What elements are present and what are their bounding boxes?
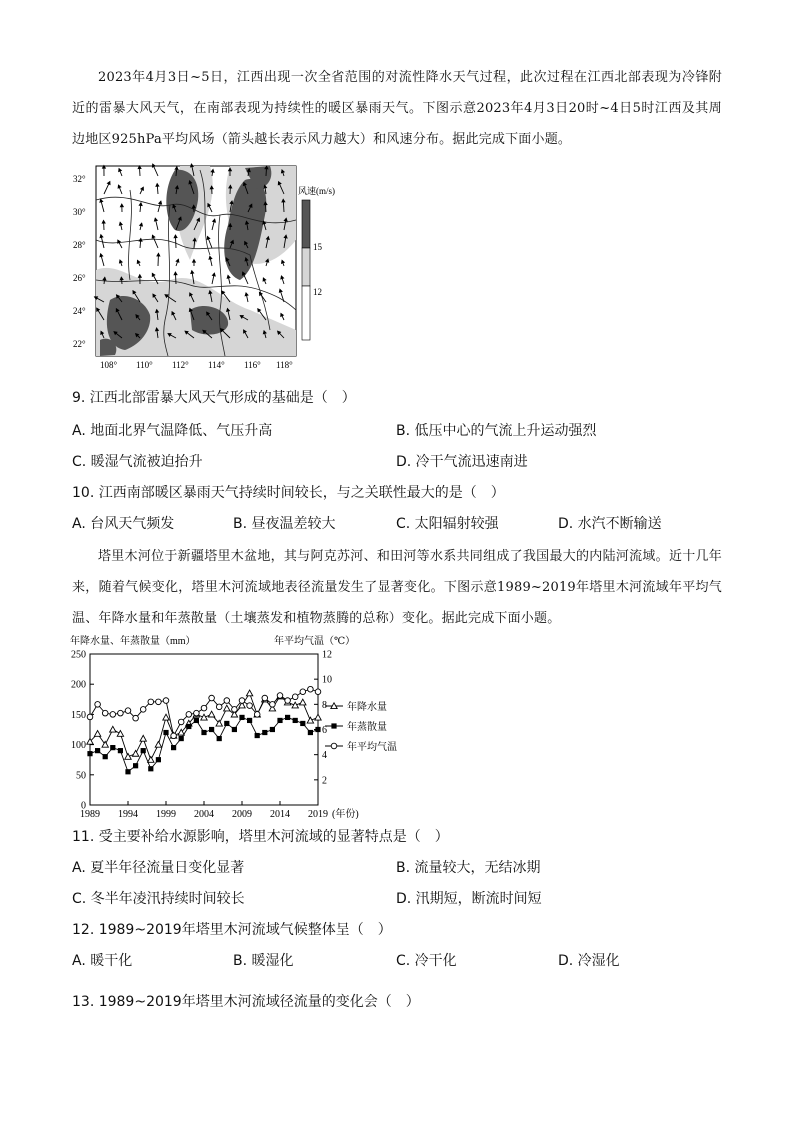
data-point [285,715,290,720]
data-point [178,719,184,725]
option-c[interactable]: C. 冷干化 [396,953,457,969]
option-c[interactable]: C. 太阳辐射较强 [396,516,499,532]
y-right-tick-label: 2 [322,775,327,787]
intro-paragraph-jiangxi: 2023年4月3日~5日，江西出现一次全省范围的对流性降水天气过程，此次过程在江西北部表现为冷锋附近的雷暴大风天气，在南部表现为持续性的暖区暴雨天气。下图示意2023年4月3日20时~4日5时江西及其周边地区925hPa平均风场（箭头越长表示风力越大）和风速分布。据此完成下面小题。 [72,70,722,147]
data-point [103,754,108,759]
y-right-tick-label: 6 [322,725,327,736]
data-point [315,689,321,695]
data-point [171,733,177,739]
data-point [156,757,161,762]
data-point [254,712,260,718]
data-point [194,718,199,723]
x-unit-label: (年份) [332,809,359,819]
data-point [148,766,153,771]
y-right-tick-label: 12 [322,649,332,661]
lat-label: 32° [73,174,86,184]
data-point [133,763,138,768]
lat-label: 22° [73,339,86,349]
data-point [155,741,161,747]
x-tick-label: 2014 [270,809,290,819]
data-point [239,715,244,720]
y-right-tick-label: 10 [322,674,332,686]
data-point [292,702,298,708]
data-point [148,699,154,705]
data-point [239,698,245,704]
data-point [125,753,131,759]
data-point [102,741,108,747]
data-point [300,689,306,695]
data-point [117,731,123,737]
question-13: 13. 1989~2019年塔里木河流域径流量的变化会（ ） [72,994,420,1010]
data-point [277,693,283,699]
data-point [87,751,92,756]
data-point [277,718,282,723]
data-point [110,712,116,718]
data-point [292,694,298,700]
option-d[interactable]: D. 冷干气流迅速南进 [396,454,528,470]
data-point [293,718,298,723]
legend-tick: 15 [313,242,322,252]
y-left-tick-label: 50 [76,770,86,782]
data-point [118,748,123,753]
x-tick-label: 1994 [118,809,138,819]
legend-title: 风速(m/s) [298,186,335,196]
data-point [308,730,313,735]
data-point [163,698,169,704]
data-point [110,726,116,732]
data-point [110,745,115,750]
option-d[interactable]: D. 汛期短，断流时间短 [396,891,542,907]
data-point [262,730,267,735]
option-b[interactable]: B. 低压中心的气流上升运动强烈 [396,423,597,439]
latitude-labels [73,174,86,349]
data-point [95,702,101,708]
data-point [209,727,214,732]
y-left-axis-label: 年降水量、年蒸散量（mm） [70,636,196,647]
longitude-labels [100,360,293,370]
option-a[interactable]: A. 台风天气频发 [72,516,175,532]
wind-field-map [70,160,360,370]
data-point [201,705,207,711]
plot-frame [90,654,318,805]
option-a[interactable]: A. 暖干化 [72,953,133,969]
legend-label: 年平均气温 [347,742,397,753]
data-point [247,703,253,709]
data-point [141,748,146,753]
option-c[interactable]: C. 冬半年凌汛持续时间较长 [72,891,245,907]
y-left-tick-label: 250 [71,649,86,661]
option-a[interactable]: A. 地面北界气温降低、气压升高 [72,423,273,439]
data-point [163,730,168,735]
data-point [224,705,230,711]
x-tick-label: 1999 [156,809,176,819]
data-point [118,710,124,716]
y-left-tick-label: 100 [71,740,86,752]
intro-paragraph-tarim: 塔里木河位于新疆塔里木盆地，其与阿克苏河、和田河等水系共同组成了我国最大的内陆河流域。近十几年来，随着气候变化，塔里木河流域地表径流量发生了显著变化。下图示意1989~2019年塔里木河流域年平均气温、年降水量和年蒸散量（土壤蒸发和植物蒸腾的总称）变化。据此完成下面小题。 [72,549,722,626]
data-point [255,733,260,738]
lon-label: 118° [276,360,293,370]
data-point [94,731,100,737]
chart-axes [71,650,359,820]
series-line [90,689,318,736]
lat-label: 28° [73,240,86,250]
data-point [209,695,215,701]
question-12: 12. 1989~2019年塔里木河流域气候整体呈（ ） [72,922,392,938]
lon-label: 116° [244,360,261,370]
data-point [140,735,146,741]
question-11: 11. 受主要补给水源影响，塔里木河流域的显著特点是（ ） [72,829,449,845]
question-10: 10. 江西南部暖区暴雨天气持续时间较长，与之关联性最大的是（ ） [72,485,505,501]
y-left-tick-label: 0 [81,800,86,812]
data-point [232,707,238,713]
x-tick-label: 2009 [232,809,252,819]
data-point [156,699,162,705]
data-point [179,736,184,741]
chart-legend [325,700,397,753]
data-point [262,695,268,701]
option-b[interactable]: B. 流量较大，无结冰期 [396,860,541,876]
data-point [163,714,169,720]
data-point [95,748,100,753]
data-point [307,717,313,723]
data-point [216,704,222,710]
data-point [270,727,275,732]
option-b[interactable]: B. 昼夜温差较大 [233,516,336,532]
y-right-tick-label: 4 [322,750,327,762]
data-point [224,721,229,726]
chart-series [87,686,321,774]
data-point [331,743,337,749]
data-point [315,714,321,720]
data-point [186,712,192,718]
data-point [246,690,252,696]
data-point [300,721,305,726]
x-tick-label: 2004 [194,809,214,819]
data-point [132,750,138,756]
data-point [285,698,291,704]
data-point [125,708,131,714]
y-right-tick-label: 8 [322,699,327,711]
data-point [232,727,237,732]
option-a[interactable]: A. 夏半年径流量日变化显著 [72,860,245,876]
wind-speed-legend [298,185,335,340]
data-point [140,707,146,713]
data-point [331,723,336,728]
data-point [247,718,252,723]
x-tick-label: 1989 [80,809,100,819]
data-point [201,730,206,735]
data-point [194,710,200,716]
lon-label: 110° [136,360,153,370]
wind-arrow-head [191,164,194,167]
data-point [308,686,314,692]
data-point [133,715,139,721]
lat-label: 30° [73,207,86,217]
lon-label: 108° [100,360,118,370]
data-point [201,714,207,720]
option-d[interactable]: D. 水汽不断输送 [558,516,662,532]
y-left-tick-label: 200 [71,679,86,691]
data-point [315,727,320,732]
data-point [270,702,276,708]
y-right-axis-label: 年平均气温（℃） [274,636,356,647]
data-point [300,699,306,705]
data-point [125,769,130,774]
data-point [208,711,214,717]
x-tick-label: 2019 [308,809,328,819]
series-line [90,693,318,759]
lon-label: 114° [208,360,225,370]
lat-label: 24° [73,306,86,316]
data-point [186,724,191,729]
tarim-climate-chart [60,633,420,819]
option-d[interactable]: D. 冷湿化 [558,953,620,969]
y-left-tick-label: 150 [71,709,86,721]
lon-label: 112° [172,360,189,370]
legend-label: 年降水量 [347,702,387,713]
data-point [217,736,222,741]
option-c[interactable]: C. 暖湿气流被迫抬升 [72,454,203,470]
data-point [102,710,108,716]
legend-label: 年蒸散量 [347,722,387,733]
data-point [87,714,93,720]
legend-tick: 12 [313,287,322,297]
lat-label: 26° [73,273,86,283]
data-point [224,698,230,704]
data-point [171,745,176,750]
data-point [148,757,154,763]
question-9: 9. 江西北部雷暴大风天气形成的基础是（ ） [72,390,356,406]
option-b[interactable]: B. 暖湿化 [233,953,294,969]
